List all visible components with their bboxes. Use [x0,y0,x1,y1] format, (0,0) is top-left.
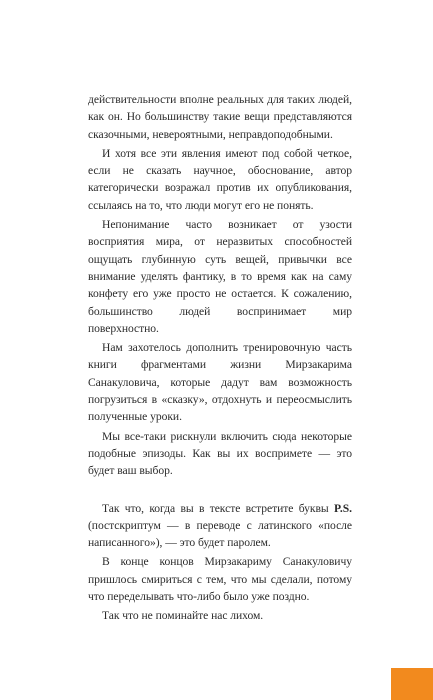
ps-marker: P.S. [333,501,352,515]
paragraph-1: действительности вполне реальных для таких людей, как он. Но большинству такие вещи представляются сказочными, невероятными, неправдоподобными. [88,93,352,141]
paragraph-5: Мы все-таки рискнули включить сюда некоторые подобные эпизоды. Как вы их воспримете — это будет ваш выбор. [88,429,352,478]
ps-intro-before: Так что, когда вы в тексте встретите буквы [102,501,334,515]
litres-letter-icon: Л [404,672,422,696]
litres-logo-badge [391,668,433,700]
page-text [88,91,352,625]
paragraph-ps-intro [88,500,352,552]
paragraph-7: В конце концов Мирзакариму Санакуловичу пришлось смириться с тем, что мы сделали, потому что переделывать что-либо было уже поздно. [88,555,352,604]
paragraph-2: И хотя все эти явления имеют под собой четкое, если не сказать научное, обоснование, автор категорически возражал против их опубликования, ссылаясь на то, что люди могут его не понять. [88,146,352,212]
paragraph-3: Непонимание часто возникает от узости восприятия мира, от неразвитых способностей ощущать глубинную суть вещей, привычки все внимание уделять фантику, в то время как на саму конфету его уже просто не остается. К сожалению, большинство людей воспринимает мир поверхностно. [88,218,352,335]
ps-intro-after: (постскриптум — в переводе с латинского «после написанного»), — это будет паролем. [88,518,352,550]
paragraph-8: Так что не поминайте нас лихом. [102,609,264,623]
paragraph-4: Нам захотелось дополнить тренировочную часть книги фрагментами жизни Мирзакарима Санакуловича, которые дадут вам возможность погрузиться в «сказку», отдохнуть и переосмыслить полученные уроки. [88,341,352,424]
